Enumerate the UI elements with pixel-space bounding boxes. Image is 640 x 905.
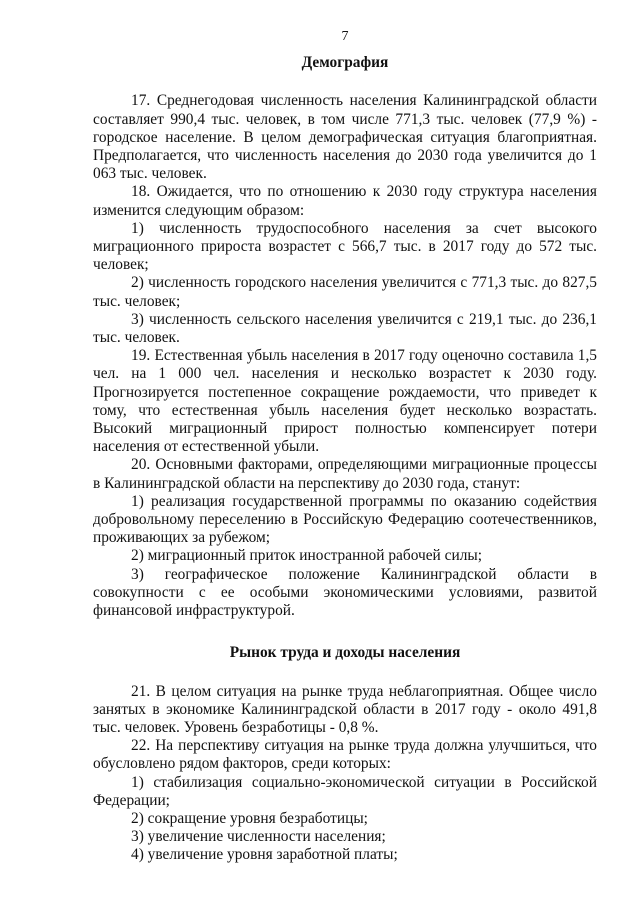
section-labor-market bbox=[93, 644, 597, 864]
paragraph-18: 18. Ожидается, что по отношению к 2030 году структура населения изменится следующим образом: bbox=[93, 183, 597, 219]
section-title: Рынок труда и доходы населения bbox=[229, 644, 461, 662]
list-item: 2) численность городского населения увеличится с 771,3 тыс. до 827,5 тыс. человек; bbox=[93, 274, 597, 310]
paragraph-21: 21. В целом ситуация на рынке труда неблагоприятная. Общее число занятых в экономике Калининградской области в 2017 году - около 491,8 тыс. человек. Уровень безработицы - 0,8 %. bbox=[93, 682, 597, 736]
list-item: 3) увеличение численности населения; bbox=[131, 828, 386, 846]
list-item: 2) сокращение уровня безработицы; bbox=[131, 809, 368, 827]
list-item: 1) численность трудоспособного населения за счет высокого миграционного прироста возрастет с 566,7 тыс. в 2017 году до 572 тыс. человек; bbox=[93, 219, 597, 274]
paragraph-19: 19. Естественная убыль населения в 2017 году оценочно составила 1,5 чел. на 1 000 чел. населения и несколько возрастет к 2030 году. Прогнозируется постепенное сокращение рождаемости, что приведет к тому, что естественная убыль населения будет несколько возрастать. Высокий миграционный прирост полностью компенсирует потери населения от естественной убыли. bbox=[93, 347, 597, 456]
paragraph-17: 17. Среднегодовая численность населения Калининградской области составляет 990,4 тыс. человек, в том числе 771,3 тыс. человек (77,9 %) - городское население. В целом демографическая ситуация благоприятная. Предполагается, что численность населения до 2030 года увеличится до 1 063 тыс. человек. bbox=[93, 92, 597, 183]
list-item: 1) реализация государственной программы по оказанию содействия добровольному переселению в Российскую Федерацию соотечественников, проживающих за рубежом; bbox=[93, 492, 597, 547]
document-page bbox=[93, 28, 597, 865]
section-title: Демография bbox=[301, 54, 389, 72]
list-item: 2) миграционный приток иностранной рабочей силы; bbox=[131, 547, 483, 565]
paragraph-22: 22. На перспективу ситуация на рынке труда должна улучшиться, что обусловлено рядом факторов, среди которых: bbox=[93, 737, 597, 773]
section-demography bbox=[93, 54, 597, 620]
page-number: 7 bbox=[341, 29, 349, 44]
list-item: 1) стабилизация социально-экономической ситуации в Российской Федерации; bbox=[93, 773, 597, 809]
paragraph-20: 20. Основными факторами, определяющими миграционные процессы в Калининградской области на перспективу до 2030 года, станут: bbox=[93, 456, 597, 492]
list-item: 3) численность сельского населения увеличится с 219,1 тыс. до 236,1 тыс. человек. bbox=[93, 310, 597, 347]
list-item: 3) географическое положение Калининградской области в совокупности с ее особыми экономическими условиями, развитой финансовой инфраструктурой. bbox=[93, 565, 597, 620]
list-item: 4) увеличение уровня заработной платы; bbox=[131, 846, 398, 864]
